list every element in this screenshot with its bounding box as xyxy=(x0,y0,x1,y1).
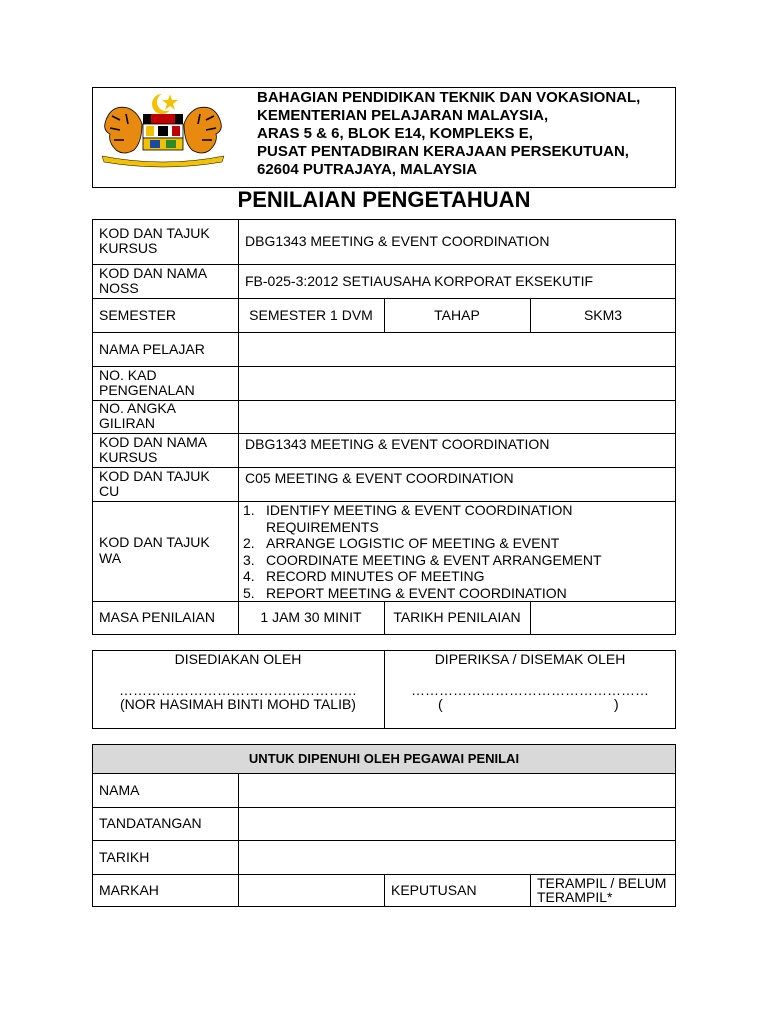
wa-text: IDENTIFY MEETING & EVENT COORDINATION REQUIREMENTS xyxy=(266,502,573,535)
no-angka-label-2: GILIRAN xyxy=(99,415,156,431)
checked-dots: …………………………………………… xyxy=(411,682,649,698)
assessor-nama-label: NAMA xyxy=(99,782,140,798)
list-item xyxy=(243,585,606,602)
wa-text: ARRANGE LOGISTIC OF MEETING & EVENT xyxy=(266,535,560,551)
wa-number: 5. xyxy=(243,584,255,601)
assessor-tarikh-field[interactable] xyxy=(240,842,674,873)
header-line: ARAS 5 & 6, BLOK E14, KOMPLEKS E, xyxy=(257,125,533,142)
cu-value: C05 MEETING & EVENT COORDINATION xyxy=(245,470,514,486)
cu-label-2: CU xyxy=(99,483,120,499)
list-item xyxy=(243,552,606,569)
wa-label-1: KOD DAN TAJUK xyxy=(99,534,210,550)
wa-number: 4. xyxy=(243,568,255,584)
wa-text: COORDINATE MEETING & EVENT ARRANGEMENT xyxy=(266,551,602,568)
header-line: BAHAGIAN PENDIDIKAN TEKNIK DAN VOKASIONAL, xyxy=(257,89,641,106)
noss-label-1: KOD DAN NAMA xyxy=(99,265,208,281)
assessor-tandatangan-label: TANDATANGAN xyxy=(99,815,202,831)
tarikh-penilaian-label: TARIKH PENILAIAN xyxy=(393,609,521,625)
kursus-value: DBG1343 MEETING & EVENT COORDINATION xyxy=(245,233,550,249)
nama-kursus-label-2: KURSUS xyxy=(99,449,158,465)
noss-value: FB-025-3:2012 SETIAUSAHA KORPORAT EKSEKUTIF xyxy=(245,273,594,289)
prepared-name: (NOR HASIMAH BINTI MOHD TALIB) xyxy=(120,696,356,712)
result-option-2[interactable]: TERAMPIL* xyxy=(537,889,613,905)
wa-text: REPORT MEETING & EVENT COORDINATION xyxy=(266,584,567,601)
wa-number: 3. xyxy=(243,551,255,568)
list-item xyxy=(243,502,606,535)
assessor-nama-field[interactable] xyxy=(240,775,674,806)
nama-pelajar-label: NAMA PELAJAR xyxy=(99,341,205,357)
result-option-1[interactable]: TERAMPIL / BELUM xyxy=(537,875,667,891)
masa-label: MASA PENILAIAN xyxy=(99,609,215,625)
masa-value: 1 JAM 30 MINIT xyxy=(260,609,362,625)
cu-label-1: KOD DAN TAJUK xyxy=(99,468,210,484)
checked-open-paren: ( xyxy=(438,696,443,712)
no-angka-field[interactable] xyxy=(240,402,674,432)
wa-label-2: WA xyxy=(99,550,122,566)
markah-field[interactable] xyxy=(240,876,383,906)
coat-of-arms-icon xyxy=(98,90,228,168)
tarikh-penilaian-field[interactable] xyxy=(532,603,674,633)
header-line: 62604 PUTRAJAYA, MALAYSIA xyxy=(257,161,478,178)
checked-close-paren: ) xyxy=(614,696,619,712)
wa-number: 2. xyxy=(243,535,255,551)
prepared-dots: …………………………………………… xyxy=(119,682,357,698)
noss-label-2: NOSS xyxy=(99,280,139,296)
list-item xyxy=(243,568,606,585)
nama-pelajar-field[interactable] xyxy=(240,334,674,365)
nama-kursus-label-1: KOD DAN NAMA xyxy=(99,434,208,450)
wa-text: RECORD MINUTES OF MEETING xyxy=(266,568,485,584)
nama-kursus-value: DBG1343 MEETING & EVENT COORDINATION xyxy=(245,436,550,452)
kursus-label-2: KURSUS xyxy=(99,240,158,256)
assessor-heading: UNTUK DIPENUHI OLEH PEGAWAI PENILAI xyxy=(248,751,520,766)
assessor-signature-field[interactable] xyxy=(240,809,674,839)
no-kad-label-2: PENGENALAN xyxy=(99,382,195,398)
checked-label: DIPERIKSA / DISEMAK OLEH xyxy=(434,651,626,667)
wa-number: 1. xyxy=(243,502,255,518)
semester-value: SEMESTER 1 DVM xyxy=(249,307,373,323)
assessor-tarikh-label: TARIKH xyxy=(99,849,150,865)
tahap-value: SKM3 xyxy=(583,307,623,323)
list-item xyxy=(243,535,606,552)
header-line: PUSAT PENTADBIRAN KERAJAAN PERSEKUTUAN, xyxy=(257,143,629,160)
wa-list xyxy=(243,502,606,601)
header-line: KEMENTERIAN PELAJARAN MALAYSIA, xyxy=(257,107,549,124)
prepared-label: DISEDIAKAN OLEH xyxy=(174,651,302,667)
no-angka-label-1: NO. ANGKA xyxy=(99,400,177,416)
kursus-label-1: KOD DAN TAJUK xyxy=(99,225,210,241)
keputusan-label: KEPUTUSAN xyxy=(391,882,477,898)
semester-label: SEMESTER xyxy=(99,307,177,323)
header-address xyxy=(257,89,640,179)
no-kad-field[interactable] xyxy=(240,368,674,399)
page-title: PENILAIAN PENGETAHUAN xyxy=(237,187,531,212)
no-kad-label-1: NO. KAD xyxy=(99,367,157,383)
tahap-label: TAHAP xyxy=(434,307,480,323)
markah-label: MARKAH xyxy=(99,882,159,898)
